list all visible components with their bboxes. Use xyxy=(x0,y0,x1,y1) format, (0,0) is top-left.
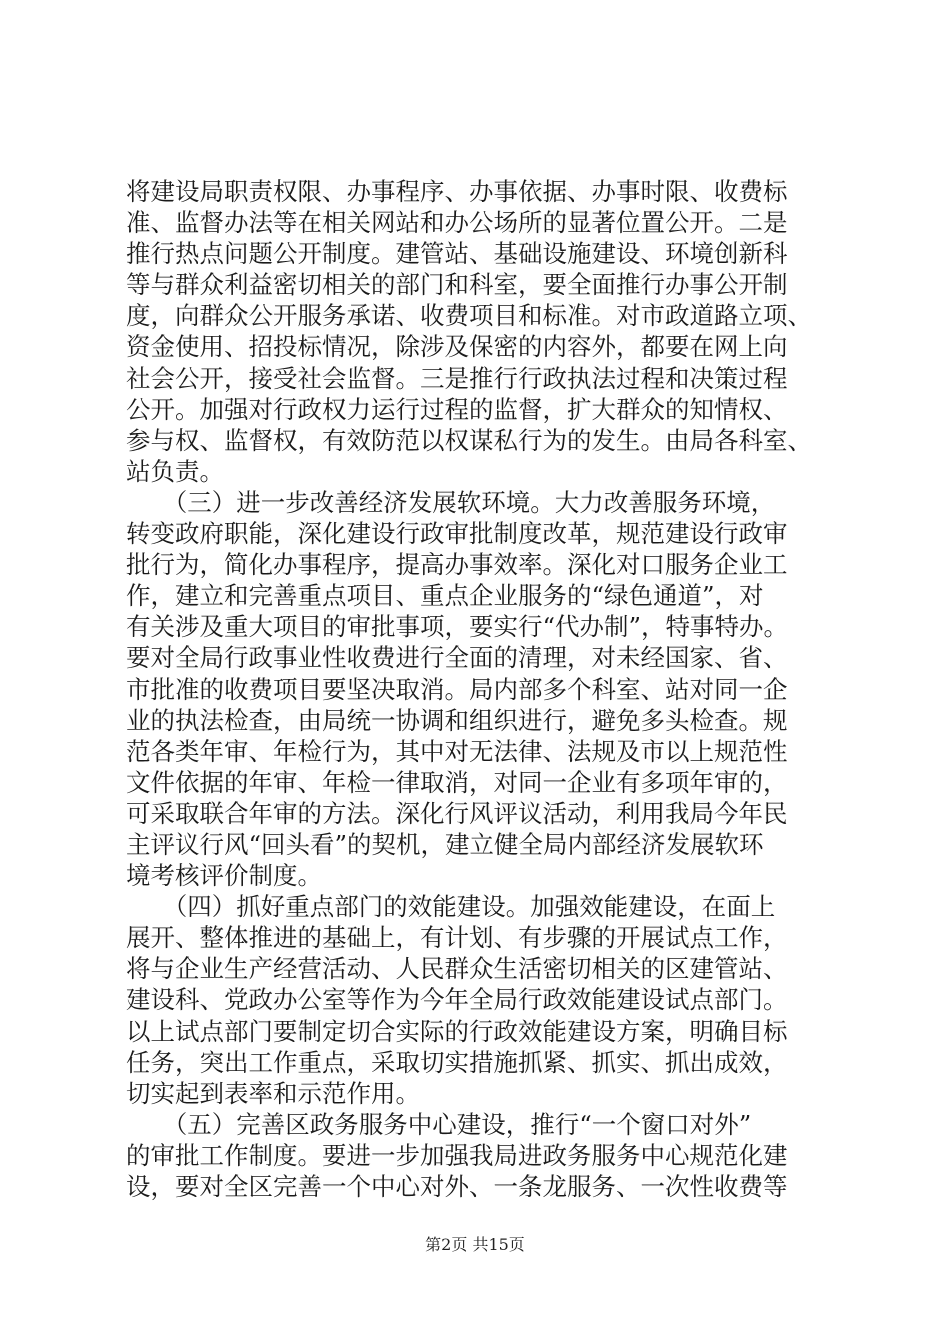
text-line: 主评议行风“回头看”的契机，建立健全局内部经济发展软环 xyxy=(126,829,764,859)
text-line: 作，建立和完善重点项目、重点企业服务的“绿色通道”，对 xyxy=(126,581,764,611)
text-line: 社会公开，接受社会监督。三是推行行政执法过程和决策过程 xyxy=(126,363,788,393)
text-line: 将建设局职责权限、办事程序、办事依据、办事时限、收费标 xyxy=(126,177,788,206)
text-line: 公开。加强对行政权力运行过程的监督，扩大群众的知情权、 xyxy=(126,394,788,424)
text-line: 市批准的收费项目要坚决取消。局内部多个科室、站对同一企 xyxy=(126,674,788,704)
text-line: 设，要对全区完善一个中心对外、一条龙服务、一次性收费等 xyxy=(126,1172,788,1201)
page-footer: 第2页 共15页 xyxy=(425,1235,525,1254)
text-line: 参与权、监督权，有效防范以权谋私行为的发生。由局各科室、 xyxy=(126,425,812,455)
text-line: 有关涉及重大项目的审批事项，要实行“代办制”，特事特办。 xyxy=(126,612,789,642)
text-line: 等与群众利益密切相关的部门和科室，要全面推行办事公开制 xyxy=(126,270,788,300)
text-line: 文件依据的年审、年检一律取消，对同一企业有多项年审的， xyxy=(126,767,788,797)
text-line: 建设科、党政办公室等作为今年全局行政效能建设试点部门。 xyxy=(126,985,788,1015)
text-line: 任务，突出工作重点，采取切实措施抓紧、抓实、抓出成效， xyxy=(126,1047,788,1077)
text-line: 要对全局行政事业性收费进行全面的清理，对未经国家、省、 xyxy=(126,643,788,673)
text-line: 境考核评价制度。 xyxy=(126,861,322,891)
text-line: 业的执法检查，由局统一协调和组织进行，避免多头检查。规 xyxy=(126,705,788,735)
text-line: 站负责。 xyxy=(126,456,224,486)
text-line: 准、监督办法等在相关网站和办公场所的显著位置公开。二是 xyxy=(126,208,788,238)
text-line: （四）抓好重点部门的效能建设。加强效能建设，在面上 xyxy=(126,892,776,922)
text-line: 展开、整体推进的基础上，有计划、有步骤的开展试点工作， xyxy=(126,923,788,953)
text-line: 转变政府职能，深化建设行政审批制度改革，规范建设行政审 xyxy=(126,519,788,549)
text-line: 将与企业生产经营活动、人民群众生活密切相关的区建管站、 xyxy=(126,954,788,984)
text-line: 可采取联合年审的方法。深化行风评议活动，利用我局今年民 xyxy=(126,798,788,828)
text-line: 度，向群众公开服务承诺、收费项目和标准。对市政道路立项、 xyxy=(126,301,812,331)
body-text xyxy=(126,176,832,1202)
text-line: 范各类年审、年检行为，其中对无法律、法规及市以上规范性 xyxy=(126,736,788,766)
text-line: 批行为，简化办事程序，提高办事效率。深化对口服务企业工 xyxy=(126,550,788,580)
text-line: （三）进一步改善经济发展软环境。大力改善服务环境， xyxy=(126,487,776,517)
text-line: （五）完善区政务服务中心建设，推行“一个窗口对外” xyxy=(126,1109,752,1139)
text-line: 以上试点部门要制定切合实际的行政效能建设方案，明确目标 xyxy=(126,1016,788,1046)
text-line: 推行热点问题公开制度。建管站、基础设施建设、环境创新科 xyxy=(126,239,788,269)
text-line: 资金使用、招投标情况，除涉及保密的内容外，都要在网上向 xyxy=(126,332,788,362)
text-line: 的审批工作制度。要进一步加强我局进政务服务中心规范化建 xyxy=(126,1140,788,1170)
text-line: 切实起到表率和示范作用。 xyxy=(126,1078,420,1108)
